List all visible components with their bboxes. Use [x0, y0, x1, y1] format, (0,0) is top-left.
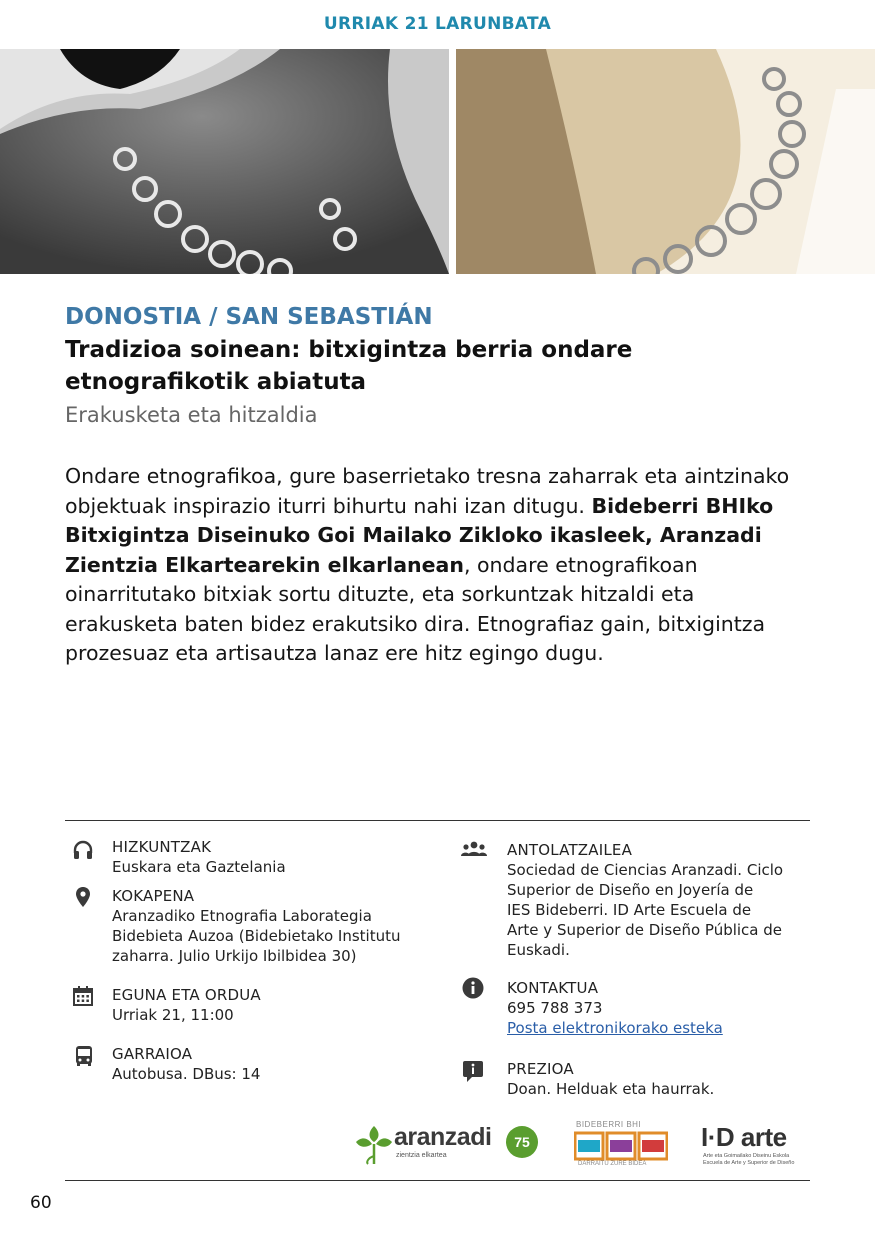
info-organizer: [507, 840, 783, 960]
description-rest: , ondare etnografikoan oinarritutako bitxiak sortu dituzte, eta sorkuntzak hitzaldi eta erakusketa baten bidez erakutsiko dira. Etnografiaz gain, bitxigintza prozesuaz eta artisautza lanaz ere hitz egingo dugu.: [65, 552, 766, 665]
info-transport: [112, 1044, 260, 1084]
necklace-illustration-left: [0, 49, 449, 274]
location-line-2: Bidebieta Auzoa (Bidebietako Institutu: [112, 927, 401, 945]
datetime-label: EGUNA ETA ORDUA: [112, 986, 261, 1004]
idarte-subtitle-1: Arte eta Goimailako Diseinu Eskola: [703, 1153, 790, 1159]
transport-value: Autobusa. DBus: 14: [112, 1065, 261, 1083]
calendar-icon: [71, 984, 95, 1008]
description-intro: Ondare etnografikoa, gure baserrietako tresna zaharrak eta aintzinako objektuak inspirazio iturri bihurtu nahi izan ditugu.: [65, 464, 790, 518]
organizer-label: ANTOLATZAILEA: [507, 841, 633, 859]
price-value: Doan. Helduak eta haurrak.: [507, 1080, 715, 1098]
info-location: [112, 886, 400, 966]
bideberri-blocks-icon: [574, 1131, 668, 1161]
map-pin-icon: [71, 885, 95, 909]
aranzadi-leaf-icon: [354, 1122, 394, 1166]
necklace-photo-right: [456, 49, 875, 274]
bus-icon: [72, 1044, 96, 1068]
location-line-3: zaharra. Julio Urkijo Ibilbidea 30): [112, 947, 357, 965]
organizer-line-5: Euskadi.: [507, 941, 570, 959]
info-top-divider: [65, 820, 810, 821]
datetime-value: Urriak 21, 11:00: [112, 1006, 234, 1024]
necklace-illustration-right: [456, 49, 875, 274]
idarte-subtitle-2: Escuela de Arte y Superior de Diseño: [703, 1160, 795, 1166]
group-icon: [460, 838, 488, 862]
idarte-logo: [701, 1122, 811, 1168]
info-icon: [461, 976, 485, 1000]
necklace-photo-left: [0, 49, 449, 274]
info-contact: [507, 978, 723, 1038]
transport-label: GARRAIOA: [112, 1045, 193, 1063]
languages-value: Euskara eta Gaztelania: [112, 858, 286, 876]
contact-phone: 695 788 373: [507, 999, 603, 1017]
event-description: [65, 462, 800, 669]
event-city: DONOSTIA / SAN SEBASTIÁN: [65, 304, 433, 330]
languages-label: HIZKUNTZAK: [112, 838, 212, 856]
price-label: PREZIOA: [507, 1060, 574, 1078]
bideberri-tagline: DARRAITU ZURE BIDEA: [578, 1161, 647, 1167]
info-bottom-divider: [65, 1180, 810, 1181]
price-tag-icon: [461, 1059, 485, 1083]
location-label: KOKAPENA: [112, 887, 195, 905]
info-price: [507, 1059, 714, 1099]
event-subtitle: Erakusketa eta hitzaldia: [65, 403, 318, 427]
event-title: Tradizioa soinean: bitxigintza berria ondare etnografikotik abiatuta: [65, 337, 633, 395]
idarte-wordmark: I·D arte: [701, 1122, 787, 1152]
page-number: 60: [30, 1193, 52, 1213]
info-datetime: [112, 985, 261, 1025]
aranzadi-tagline: zientzia elkartea: [396, 1152, 447, 1159]
aranzadi-75-badge: 75: [506, 1126, 538, 1158]
organizer-line-2: Superior de Diseño en Joyería de: [507, 881, 754, 899]
bideberri-logo: [574, 1120, 668, 1170]
organizer-line-4: Arte y Superior de Diseño Pública de: [507, 921, 783, 939]
aranzadi-logo: [354, 1122, 539, 1166]
bideberri-name: BIDEBERRI BHI: [576, 1120, 642, 1129]
aranzadi-wordmark: aranzadi: [394, 1123, 492, 1151]
description-highlight: Bideberri BHIko Bitxigintza Diseinuko Goi Mailako Zikloko ikasleek, Aranzadi Zientzia Elkartearekin elkarlanean: [65, 493, 774, 577]
location-line-1: Aranzadiko Etnografia Laborategia: [112, 907, 372, 925]
organizer-line-1: Sociedad de Ciencias Aranzadi. Ciclo: [507, 861, 784, 879]
page-date-header: URRIAK 21 LARUNBATA: [323, 14, 552, 34]
organizer-line-3: IES Bideberri. ID Arte Escuela de: [507, 901, 752, 919]
contact-label: KONTAKTUA: [507, 979, 599, 997]
contact-email-link[interactable]: Posta elektronikorako esteka: [507, 1019, 723, 1037]
headphones-icon: [71, 838, 95, 862]
info-languages: [112, 837, 286, 877]
